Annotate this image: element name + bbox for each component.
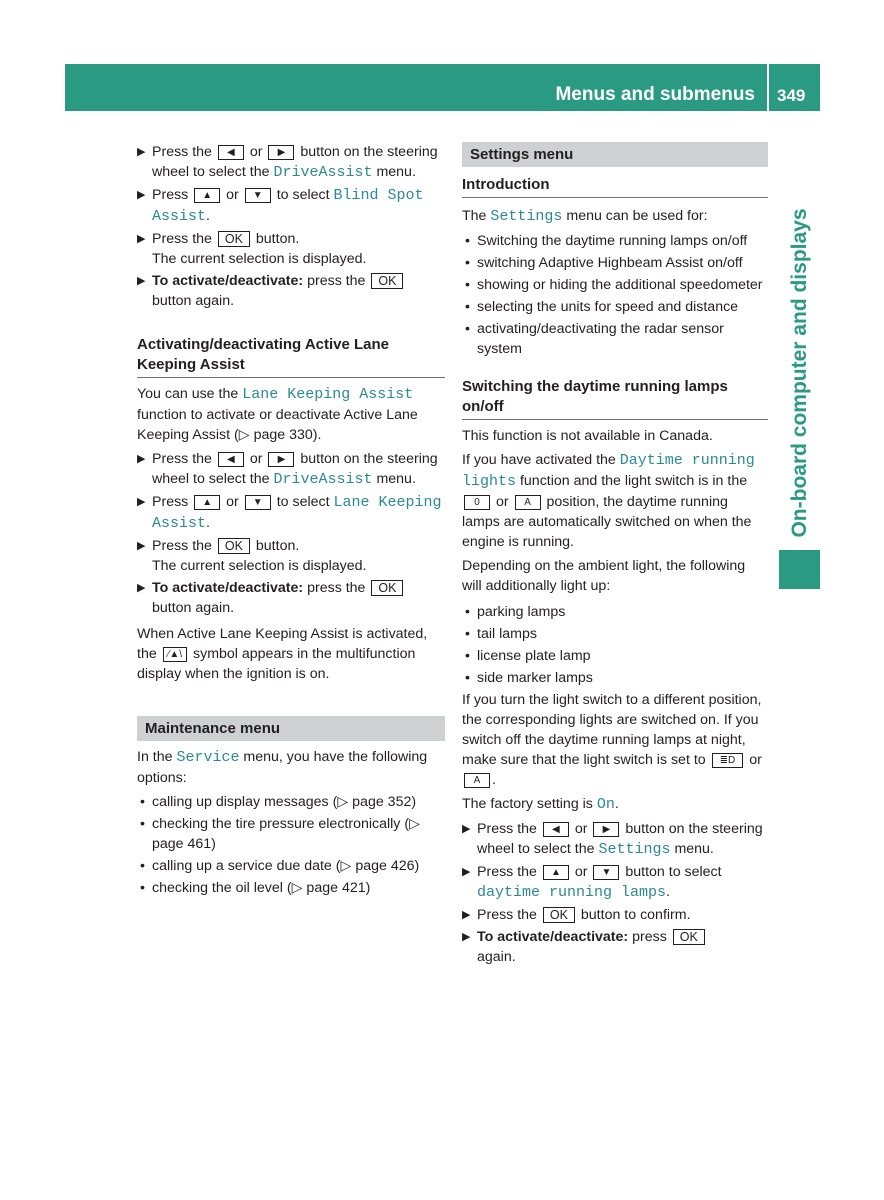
- paragraph: The factory setting is On.: [462, 796, 619, 813]
- step: ▶ Press the ◀ or ▶ button on the steering wheel to select the DriveAssist menu.: [137, 144, 438, 181]
- step-arrow-icon: ▶: [137, 189, 146, 201]
- list-item: • Switching the daytime running lamps on/off: [465, 233, 748, 249]
- up-arrow-key: ▲: [194, 495, 220, 510]
- ok-key: OK: [543, 907, 575, 923]
- paragraph: If you turn the light switch to a different position, the corresponding lights are switched on. If you switch off the daytime running lamps at night, make sure that the light switch is set to ≣D or A .: [462, 692, 762, 788]
- list-item: • switching Adaptive Highbeam Assist on/off: [465, 255, 743, 271]
- ok-key: OK: [371, 273, 403, 289]
- ok-key: OK: [673, 929, 705, 945]
- left-column: [137, 142, 445, 900]
- menu-item: Blind Spot Assist: [152, 187, 424, 225]
- ok-key: OK: [218, 231, 250, 247]
- section-title: Menus and submenus: [555, 84, 755, 105]
- paragraph: When Active Lane Keeping Assist is activated, the ⁄▲\ symbol appears in the multifunction display when the ignition is on.: [137, 626, 428, 682]
- list-item: • checking the tire pressure electronically (▷ page 461): [140, 816, 420, 852]
- right-arrow-key: ▶: [593, 822, 619, 837]
- chapter-marker: [779, 550, 820, 589]
- step: ▶ Press the ◀ or ▶ button on the steering wheel to select the Settings menu.: [462, 821, 763, 858]
- step: ▶ Press ▲ or ▼ to select Blind Spot Assist.: [137, 187, 424, 225]
- step-arrow-icon: ▶: [137, 453, 146, 465]
- list-item: • side marker lamps: [465, 670, 593, 686]
- header-separator: [767, 64, 769, 111]
- step-arrow-icon: ▶: [462, 866, 471, 878]
- right-arrow-key: ▶: [268, 452, 294, 467]
- step-arrow-icon: ▶: [137, 146, 146, 158]
- paragraph: If you have activated the Daytime running lights function and the light switch is in the 0 or A position, the daytime running lamps are automatically switched on when the engine is running.: [462, 452, 755, 550]
- step-arrow-icon: ▶: [462, 823, 471, 835]
- step: ▶ Press the OK button. The current selection is displayed.: [137, 538, 367, 574]
- left-arrow-key: ◀: [218, 145, 244, 160]
- step: ▶ To activate/deactivate: press the OK button again.: [137, 578, 445, 618]
- left-arrow-key: ◀: [543, 822, 569, 837]
- chapter-tab: [779, 198, 820, 548]
- step: ▶ Press ▲ or ▼ to select Lane Keeping Assist.: [137, 494, 442, 532]
- step-arrow-icon: ▶: [462, 909, 471, 921]
- paragraph: The Settings menu can be used for:: [462, 208, 708, 225]
- chapter-tab-label: On-board computer and displays: [787, 208, 811, 538]
- menu-name: DriveAssist: [273, 164, 373, 181]
- switch-position-0-icon: 0: [464, 495, 490, 510]
- step-arrow-icon: ▶: [137, 496, 146, 508]
- switch-position-auto-icon: A: [515, 495, 541, 510]
- list-item: • activating/deactivating the radar sensor system: [465, 321, 724, 357]
- up-arrow-key: ▲: [194, 188, 220, 203]
- ok-key: OK: [218, 538, 250, 554]
- left-arrow-key: ◀: [218, 452, 244, 467]
- paragraph: Depending on the ambient light, the following will additionally light up:: [462, 558, 746, 594]
- step-arrow-icon: ▶: [462, 931, 471, 943]
- section-heading: Activating/deactivating Active Lane Keeping Assist: [137, 336, 390, 373]
- list-item: • license plate lamp: [465, 648, 591, 664]
- low-beam-icon: ≣D: [712, 753, 744, 768]
- section-heading: Switching the daytime running lamps on/off: [462, 378, 728, 415]
- step-arrow-icon: ▶: [137, 275, 146, 287]
- step: ▶ Press the ▲ or ▼ button to select daytime running lamps.: [462, 864, 722, 901]
- page-number: 349: [777, 86, 806, 105]
- step: ▶ To activate/deactivate: press OK again.: [462, 927, 768, 967]
- introduction-heading: Introduction: [462, 175, 768, 198]
- list-item: • showing or hiding the additional speedometer: [465, 277, 763, 293]
- lane-keeping-icon: ⁄▲\: [163, 647, 187, 662]
- right-arrow-key: ▶: [268, 145, 294, 160]
- list-item: • selecting the units for speed and distance: [465, 299, 739, 315]
- settings-menu-heading: Settings menu: [462, 142, 768, 167]
- right-column: [462, 142, 768, 969]
- maintenance-menu-heading: Maintenance menu: [137, 716, 445, 741]
- paragraph: You can use the Lane Keeping Assist function to activate or deactivate Active Lane Keeping Assist (▷ page 330).: [137, 386, 418, 443]
- list-item: • calling up a service due date (▷ page 426): [140, 858, 420, 874]
- step-arrow-icon: ▶: [137, 540, 146, 552]
- list-item: • parking lamps: [465, 604, 566, 620]
- step-arrow-icon: ▶: [137, 582, 146, 594]
- step: ▶ To activate/deactivate: press the OK button again.: [137, 271, 445, 311]
- down-arrow-key: ▼: [593, 865, 619, 880]
- paragraph: In the Service menu, you have the following options:: [137, 749, 428, 786]
- list-item: • checking the oil level (▷ page 421): [140, 880, 371, 896]
- step-arrow-icon: ▶: [137, 233, 146, 245]
- step: ▶ Press the OK button. The current selection is displayed.: [137, 231, 367, 267]
- ok-key: OK: [371, 580, 403, 596]
- up-arrow-key: ▲: [543, 865, 569, 880]
- switch-position-auto-icon: A: [464, 773, 490, 788]
- down-arrow-key: ▼: [245, 188, 271, 203]
- list-item: • tail lamps: [465, 626, 537, 642]
- list-item: • calling up display messages (▷ page 352): [140, 794, 417, 810]
- step: ▶ Press the OK button to confirm.: [462, 907, 691, 923]
- step: ▶ Press the ◀ or ▶ button on the steering wheel to select the DriveAssist menu.: [137, 451, 438, 488]
- down-arrow-key: ▼: [245, 495, 271, 510]
- header-bar: [65, 64, 820, 111]
- paragraph: This function is not available in Canada.: [462, 428, 713, 444]
